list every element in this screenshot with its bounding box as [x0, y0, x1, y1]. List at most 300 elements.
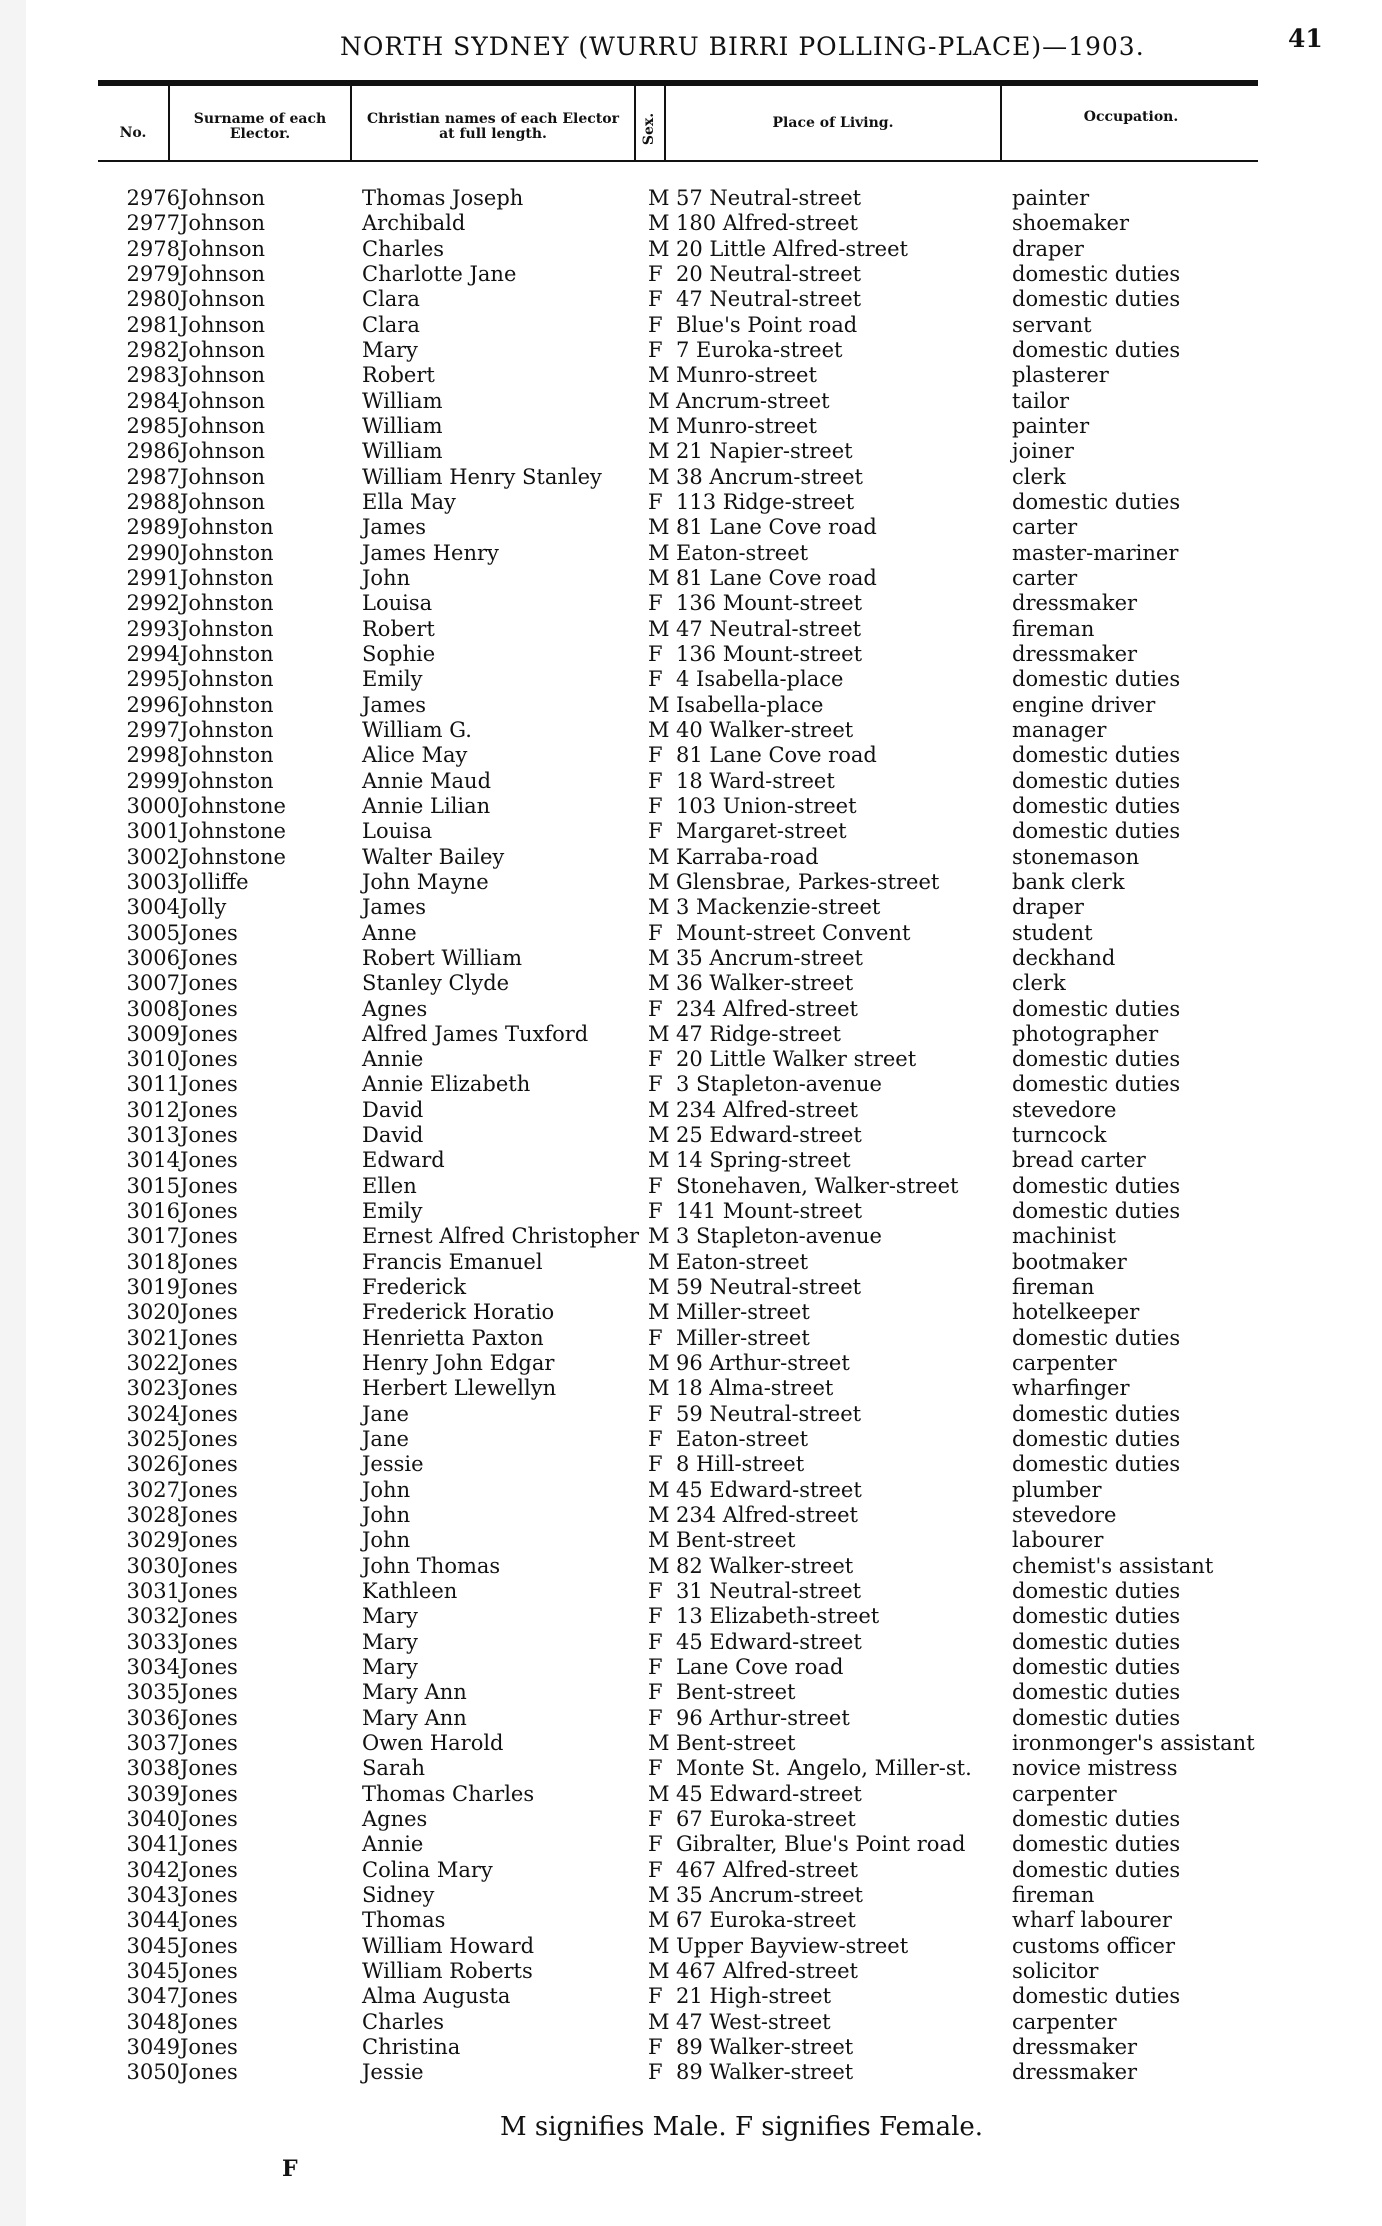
elector-place-of-living: 47 Neutral-street [676, 616, 862, 641]
elector-sex: M [648, 1958, 670, 1983]
elector-occupation: clerk [1012, 464, 1066, 489]
elector-surname: Jones [180, 1882, 238, 1907]
elector-christian-names: William [362, 388, 443, 413]
elector-number: 3014 [126, 1148, 180, 1173]
elector-number: 2998 [126, 743, 180, 768]
table-row [0, 1427, 1382, 1452]
elector-christian-names: Jessie [362, 1452, 424, 1477]
table-row [0, 971, 1382, 996]
elector-surname: Jones [180, 1503, 238, 1528]
table-row [0, 541, 1382, 566]
elector-surname: Jones [180, 1249, 238, 1274]
elector-place-of-living: 20 Little Walker street [676, 1047, 917, 1072]
elector-sex: F [648, 1857, 663, 1882]
elector-number: 3011 [126, 1072, 180, 1097]
elector-christian-names: Robert [362, 363, 435, 388]
elector-place-of-living: 180 Alfred-street [676, 211, 858, 236]
elector-christian-names: James Henry [362, 540, 499, 565]
elector-occupation: domestic duties [1012, 743, 1181, 768]
elector-sex: F [648, 1680, 663, 1705]
elector-place-of-living: 57 Neutral-street [676, 186, 862, 210]
elector-number: 3015 [126, 1173, 180, 1198]
elector-surname: Jones [180, 1781, 238, 1806]
elector-christian-names: Robert [362, 616, 435, 641]
sex-legend: M signifies Male. F signifies Female. [500, 2112, 984, 2142]
elector-occupation: carpenter [1012, 1781, 1117, 1806]
elector-place-of-living: 81 Lane Cove road [676, 515, 877, 540]
elector-christian-names: Agnes [362, 996, 428, 1021]
elector-place-of-living: Mount-street Convent [676, 920, 911, 945]
elector-occupation: domestic duties [1012, 287, 1181, 312]
elector-christian-names: Thomas Charles [362, 1781, 535, 1806]
elector-christian-names: Herbert Llewellyn [362, 1376, 557, 1401]
elector-occupation: plumber [1012, 1477, 1102, 1502]
elector-sex: F [648, 743, 663, 768]
elector-occupation: dressmaker [1012, 591, 1138, 616]
table-row [0, 1123, 1382, 1148]
elector-christian-names: Alfred James Tuxford [362, 1021, 589, 1046]
elector-surname: Johnson [180, 337, 266, 362]
table-row [0, 1528, 1382, 1553]
elector-occupation: machinist [1012, 1224, 1116, 1249]
elector-surname: Johnstone [180, 844, 286, 869]
elector-occupation: master-mariner [1012, 540, 1179, 565]
elector-sex: M [648, 1249, 670, 1274]
table-row [0, 2035, 1382, 2060]
elector-number: 3007 [126, 971, 180, 996]
elector-number: 2994 [126, 641, 180, 666]
table-row [0, 1883, 1382, 1908]
table-row [0, 515, 1382, 540]
elector-sex: F [648, 1604, 663, 1629]
elector-number: 3009 [126, 1021, 180, 1046]
elector-surname: Jones [180, 1325, 238, 1350]
elector-occupation: domestic duties [1012, 819, 1181, 844]
elector-surname: Jones [180, 1376, 238, 1401]
elector-place-of-living: 467 Alfred-street [676, 1857, 858, 1882]
elector-surname: Jones [180, 1579, 238, 1604]
table-row [0, 1376, 1382, 1401]
elector-surname: Johnson [180, 413, 266, 438]
elector-sex: F [648, 1199, 663, 1224]
elector-sex: F [648, 312, 663, 337]
elector-christian-names: Henry John Edgar [362, 1351, 555, 1376]
elector-number: 2990 [126, 540, 180, 565]
elector-place-of-living: Ancrum-street [676, 388, 830, 413]
elector-sex: F [648, 287, 663, 312]
elector-surname: Jones [180, 1553, 238, 1578]
elector-occupation: manager [1012, 717, 1107, 742]
elector-christian-names: Agnes [362, 1807, 428, 1831]
elector-sex: M [648, 1224, 670, 1249]
elector-sex: M [648, 565, 670, 590]
elector-number: 3012 [126, 1097, 180, 1122]
elector-occupation: domestic duties [1012, 1857, 1181, 1882]
elector-surname: Jones [180, 996, 238, 1021]
elector-place-of-living: Eaton-street [676, 1427, 809, 1452]
elector-place-of-living: 21 High-street [676, 1984, 832, 2009]
elector-christian-names: Annie Maud [362, 768, 492, 793]
elector-place-of-living: Karraba-road [676, 844, 819, 869]
elector-sex: M [648, 186, 670, 210]
elector-surname: Johnson [180, 287, 266, 312]
elector-surname: Jones [180, 1832, 238, 1857]
elector-sex: M [648, 1021, 670, 1046]
elector-sex: F [648, 1427, 663, 1452]
elector-sex: M [648, 413, 670, 438]
elector-occupation: domestic duties [1012, 1604, 1181, 1629]
stray-mark: F [282, 2156, 298, 2182]
elector-sex: F [648, 1756, 663, 1781]
elector-surname: Johnston [180, 717, 274, 742]
elector-christian-names: Emily [362, 667, 423, 692]
elector-sex: F [648, 1072, 663, 1097]
elector-place-of-living: 67 Euroka-street [676, 1908, 856, 1933]
elector-sex: M [648, 2009, 670, 2034]
elector-place-of-living: 234 Alfred-street [676, 996, 858, 1021]
elector-occupation: domestic duties [1012, 1832, 1181, 1857]
table-row [0, 921, 1382, 946]
elector-surname: Jones [180, 2009, 238, 2034]
table-row [0, 1655, 1382, 1680]
elector-number: 3050 [126, 2060, 180, 2085]
elector-place-of-living: 18 Ward-street [676, 768, 835, 793]
elector-christian-names: John [362, 1528, 411, 1553]
elector-occupation: dressmaker [1012, 641, 1138, 666]
elector-place-of-living: 136 Mount-street [676, 641, 863, 666]
elector-occupation: domestic duties [1012, 1705, 1181, 1730]
elector-christian-names: Jane [362, 1401, 409, 1426]
elector-christian-names: David [362, 1123, 424, 1148]
table-row [0, 2060, 1382, 2085]
elector-number: 3001 [126, 819, 180, 844]
elector-christian-names: Thomas Joseph [362, 186, 524, 210]
elector-christian-names: Annie Lilian [362, 793, 491, 818]
elector-occupation: joiner [1012, 439, 1074, 464]
elector-number: 2984 [126, 388, 180, 413]
table-row [0, 1782, 1382, 1807]
elector-sex: F [648, 667, 663, 692]
elector-christian-names: John Thomas [362, 1553, 501, 1578]
elector-sex: M [648, 1351, 670, 1376]
table-row [0, 743, 1382, 768]
elector-place-of-living: 47 Ridge-street [676, 1021, 841, 1046]
elector-place-of-living: 20 Neutral-street [676, 261, 862, 286]
table-row [0, 1908, 1382, 1933]
elector-place-of-living: 59 Neutral-street [676, 1401, 862, 1426]
elector-sex: M [648, 971, 670, 996]
elector-christian-names: Christina [362, 2034, 461, 2059]
elector-number: 3000 [126, 793, 180, 818]
elector-surname: Jones [180, 1427, 238, 1452]
elector-place-of-living: 3 Stapleton-avenue [676, 1072, 882, 1097]
elector-occupation: customs officer [1012, 1933, 1176, 1958]
elector-place-of-living: Munro-street [676, 363, 817, 388]
elector-occupation: draper [1012, 236, 1084, 261]
elector-surname: Jones [180, 1047, 238, 1072]
table-row [0, 1604, 1382, 1629]
table-row [0, 414, 1382, 439]
elector-sex: M [648, 1731, 670, 1756]
elector-surname: Jones [180, 1477, 238, 1502]
elector-christian-names: Annie [362, 1832, 424, 1857]
elector-place-of-living: 21 Napier-street [676, 439, 853, 464]
elector-place-of-living: Upper Bayview-street [676, 1933, 909, 1958]
elector-occupation: photographer [1012, 1021, 1159, 1046]
column-divider [1000, 86, 1002, 160]
elector-number: 2992 [126, 591, 180, 616]
elector-christian-names: Mary [362, 1629, 418, 1654]
elector-occupation: bread carter [1012, 1148, 1146, 1173]
elector-occupation: painter [1012, 186, 1090, 210]
elector-number: 3016 [126, 1199, 180, 1224]
elector-christian-names: William [362, 439, 443, 464]
table-row [0, 1402, 1382, 1427]
elector-place-of-living: 47 Neutral-street [676, 287, 862, 312]
elector-occupation: domestic duties [1012, 1173, 1181, 1198]
elector-occupation: painter [1012, 413, 1090, 438]
elector-surname: Jones [180, 1021, 238, 1046]
elector-place-of-living: 36 Walker-street [676, 971, 854, 996]
elector-number: 3021 [126, 1325, 180, 1350]
elector-christian-names: Annie Elizabeth [362, 1072, 531, 1097]
table-row [0, 895, 1382, 920]
elector-sex: F [648, 261, 663, 286]
elector-number: 2987 [126, 464, 180, 489]
elector-number: 3041 [126, 1832, 180, 1857]
elector-surname: Jones [180, 1857, 238, 1882]
elector-surname: Jones [180, 1173, 238, 1198]
table-row [0, 490, 1382, 515]
elector-surname: Jones [180, 1199, 238, 1224]
elector-number: 2982 [126, 337, 180, 362]
elector-occupation: wharf labourer [1012, 1908, 1172, 1933]
elector-place-of-living: 81 Lane Cove road [676, 565, 877, 590]
elector-sex: M [648, 388, 670, 413]
table-row [0, 591, 1382, 616]
elector-place-of-living: 8 Hill-street [676, 1452, 805, 1477]
elector-number: 3037 [126, 1731, 180, 1756]
elector-surname: Johnson [180, 261, 266, 286]
elector-sex: M [648, 1376, 670, 1401]
elector-place-of-living: Glensbrae, Parkes-street [676, 869, 940, 894]
elector-christian-names: Anne [362, 920, 417, 945]
elector-place-of-living: 35 Ancrum-street [676, 1882, 863, 1907]
elector-number: 2989 [126, 515, 180, 540]
elector-place-of-living: 141 Mount-street [676, 1199, 863, 1224]
elector-sex: F [648, 2034, 663, 2059]
elector-place-of-living: 467 Alfred-street [676, 1958, 858, 1983]
elector-christian-names: Mary [362, 1655, 418, 1680]
elector-occupation: domestic duties [1012, 489, 1181, 514]
elector-surname: Jones [180, 920, 238, 945]
table-row [0, 642, 1382, 667]
elector-christian-names: Walter Bailey [362, 844, 505, 869]
elector-number: 2988 [126, 489, 180, 514]
elector-sex: F [648, 1401, 663, 1426]
elector-number: 3032 [126, 1604, 180, 1629]
elector-christian-names: David [362, 1097, 424, 1122]
elector-number: 3003 [126, 869, 180, 894]
elector-sex: F [648, 768, 663, 793]
elector-number: 2996 [126, 692, 180, 717]
elector-surname: Jones [180, 1731, 238, 1756]
elector-number: 3044 [126, 1908, 180, 1933]
elector-place-of-living: 13 Elizabeth-street [676, 1604, 880, 1629]
elector-place-of-living: Monte St. Angelo, Miller-st. [676, 1756, 972, 1781]
elector-surname: Johnston [180, 667, 274, 692]
elector-number: 3020 [126, 1300, 180, 1325]
elector-christian-names: Mary Ann [362, 1705, 467, 1730]
elector-place-of-living: 40 Walker-street [676, 717, 854, 742]
elector-place-of-living: 113 Ridge-street [676, 489, 855, 514]
elector-sex: F [648, 489, 663, 514]
elector-christian-names: Owen Harold [362, 1731, 504, 1756]
table-row [0, 1832, 1382, 1857]
elector-surname: Jones [180, 1655, 238, 1680]
elector-sex: F [648, 1173, 663, 1198]
elector-surname: Jones [180, 1958, 238, 1983]
elector-sex: F [648, 337, 663, 362]
elector-number: 3040 [126, 1807, 180, 1831]
elector-number: 2978 [126, 236, 180, 261]
elector-sex: F [648, 591, 663, 616]
elector-surname: Johnson [180, 186, 266, 210]
elector-christian-names: Colina Mary [362, 1857, 493, 1882]
elector-christian-names: James [362, 515, 427, 540]
elector-occupation: domestic duties [1012, 1629, 1181, 1654]
elector-occupation: chemist's assistant [1012, 1553, 1214, 1578]
elector-number: 3036 [126, 1705, 180, 1730]
elector-sex: F [648, 793, 663, 818]
elector-place-of-living: 136 Mount-street [676, 591, 863, 616]
elector-surname: Johnston [180, 616, 274, 641]
elector-christian-names: Sarah [362, 1756, 425, 1781]
column-divider [350, 86, 352, 160]
table-row [0, 1478, 1382, 1503]
elector-sex: M [648, 1275, 670, 1300]
table-row [0, 1098, 1382, 1123]
elector-place-of-living: 35 Ancrum-street [676, 945, 863, 970]
elector-surname: Jones [180, 1756, 238, 1781]
elector-surname: Johnson [180, 236, 266, 261]
elector-place-of-living: 4 Isabella-place [676, 667, 844, 692]
elector-surname: Jones [180, 1148, 238, 1173]
elector-sex: M [648, 1300, 670, 1325]
elector-christian-names: Charles [362, 2009, 445, 2034]
table-row [0, 186, 1382, 211]
elector-surname: Jolliffe [180, 869, 249, 894]
elector-sex: M [648, 211, 670, 236]
elector-occupation: domestic duties [1012, 1579, 1181, 1604]
elector-occupation: solicitor [1012, 1958, 1099, 1983]
elector-christian-names: Henrietta Paxton [362, 1325, 544, 1350]
elector-occupation: domestic duties [1012, 1072, 1181, 1097]
elector-number: 3029 [126, 1528, 180, 1553]
column-divider [168, 86, 170, 160]
elector-surname: Johnstone [180, 819, 286, 844]
elector-place-of-living: 20 Little Alfred-street [676, 236, 908, 261]
elector-place-of-living: Gibralter, Blue's Point road [676, 1832, 966, 1857]
elector-surname: Johnson [180, 439, 266, 464]
elector-sex: F [648, 1984, 663, 2009]
elector-christian-names: William Roberts [362, 1958, 533, 1983]
elector-place-of-living: 25 Edward-street [676, 1123, 862, 1148]
elector-sex: F [648, 1807, 663, 1831]
elector-sex: F [648, 1655, 663, 1680]
elector-christian-names: Louisa [362, 591, 433, 616]
elector-place-of-living: Eaton-street [676, 540, 809, 565]
elector-christian-names: Louisa [362, 819, 433, 844]
elector-sex: F [648, 1047, 663, 1072]
elector-christian-names: John [362, 1503, 411, 1528]
table-row [0, 617, 1382, 642]
elector-number: 3047 [126, 1984, 180, 2009]
table-row [0, 2010, 1382, 2035]
elector-sex: F [648, 1325, 663, 1350]
table-row [0, 313, 1382, 338]
elector-place-of-living: Isabella-place [676, 692, 824, 717]
elector-number: 2976 [126, 186, 180, 210]
elector-sex: M [648, 540, 670, 565]
elector-surname: Johnston [180, 565, 274, 590]
elector-surname: Johnson [180, 489, 266, 514]
table-row [0, 794, 1382, 819]
elector-christian-names: Sidney [362, 1882, 435, 1907]
table-row [0, 262, 1382, 287]
elector-sex: F [648, 641, 663, 666]
elector-sex: M [648, 1148, 670, 1173]
elector-occupation: labourer [1012, 1528, 1104, 1553]
elector-surname: Jones [180, 1984, 238, 2009]
elector-number: 3039 [126, 1781, 180, 1806]
table-row [0, 211, 1382, 236]
elector-number: 3035 [126, 1680, 180, 1705]
elector-number: 3018 [126, 1249, 180, 1274]
elector-surname: Jones [180, 1452, 238, 1477]
elector-place-of-living: 45 Edward-street [676, 1781, 862, 1806]
column-header-sex-label: Sex. [641, 112, 657, 146]
elector-sex: F [648, 920, 663, 945]
elector-occupation: wharfinger [1012, 1376, 1130, 1401]
elector-christian-names: Edward [362, 1148, 445, 1173]
elector-number: 3025 [126, 1427, 180, 1452]
elector-place-of-living: 96 Arthur-street [676, 1351, 850, 1376]
elector-occupation: domestic duties [1012, 667, 1181, 692]
elector-occupation: carpenter [1012, 1351, 1117, 1376]
elector-number: 2983 [126, 363, 180, 388]
elector-surname: Johnston [180, 540, 274, 565]
elector-surname: Jones [180, 1933, 238, 1958]
elector-number: 3002 [126, 844, 180, 869]
elector-christian-names: Clara [362, 312, 420, 337]
elector-sex: M [648, 1908, 670, 1933]
elector-place-of-living: Blue's Point road [676, 312, 858, 337]
elector-occupation: domestic duties [1012, 996, 1181, 1021]
table-row [0, 1807, 1382, 1832]
elector-sex: M [648, 869, 670, 894]
elector-occupation: domestic duties [1012, 1325, 1181, 1350]
elector-surname: Johnson [180, 211, 266, 236]
elector-christian-names: John [362, 1477, 411, 1502]
elector-surname: Jones [180, 1680, 238, 1705]
elector-occupation: deckhand [1012, 945, 1116, 970]
elector-number: 3034 [126, 1655, 180, 1680]
elector-number: 3038 [126, 1756, 180, 1781]
elector-surname: Jones [180, 1072, 238, 1097]
elector-surname: Jones [180, 1275, 238, 1300]
elector-surname: Jones [180, 1629, 238, 1654]
